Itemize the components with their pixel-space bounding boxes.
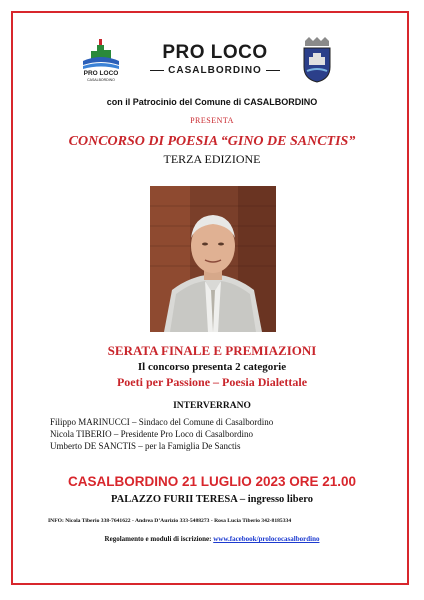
contact-info: INFO: Nicola Tiberio 338-7641622 - Andrea D’Aurizio 333-5488273 - Rosa Lucia Tiberio 342-8185334 <box>48 518 292 524</box>
categories-list: Poeti per Passione – Poesia Dialettale <box>116 375 308 389</box>
event-date-time: CASALBORDINO 21 LUGLIO 2023 ORE 21.00 <box>67 474 357 489</box>
municipal-crest-icon <box>299 37 335 83</box>
regulation-label: Regolamento e moduli di iscrizione: <box>104 535 212 543</box>
event-venue: PALAZZO FURII TERESA – ingresso libero <box>111 494 313 505</box>
speaker-line: Nicola TIBERIO – Presidente Pro Loco di Casalbordino <box>50 429 254 439</box>
brand-title: PRO LOCO <box>162 42 268 63</box>
final-evening-title: SERATA FINALE E PREMIAZIONI <box>107 343 317 358</box>
patronage-line: con il Patrocinio del Comune di CASALBORDINO <box>106 97 318 107</box>
speaker-line: Filippo MARINUCCI – Sindaco del Comune di Casalbordino <box>50 417 274 427</box>
speakers-heading: INTERVERRANO <box>173 401 251 411</box>
proloco-logo-subtext: CASALBORDINO <box>87 78 115 82</box>
regulation-line <box>0 535 424 543</box>
brand-wordmark <box>140 42 290 76</box>
brand-subtitle: CASALBORDINO <box>140 65 290 76</box>
presents-label: PRESENTA <box>190 116 234 125</box>
categories-intro: Il concorso presenta 2 categorie <box>137 361 287 373</box>
proloco-logo <box>80 37 122 89</box>
proloco-logo-text: PRO LOCO <box>83 70 119 77</box>
speaker-line: Umberto DE SANCTIS – per la Famiglia De Sanctis <box>50 441 241 451</box>
edition-label: TERZA EDIZIONE <box>163 152 261 166</box>
contest-title: CONCORSO DI POESIA “GINO DE SANCTIS” <box>68 134 356 149</box>
portrait-photo <box>150 186 276 332</box>
facebook-link[interactable]: www.facebook/prolococasalbordino <box>213 535 320 543</box>
